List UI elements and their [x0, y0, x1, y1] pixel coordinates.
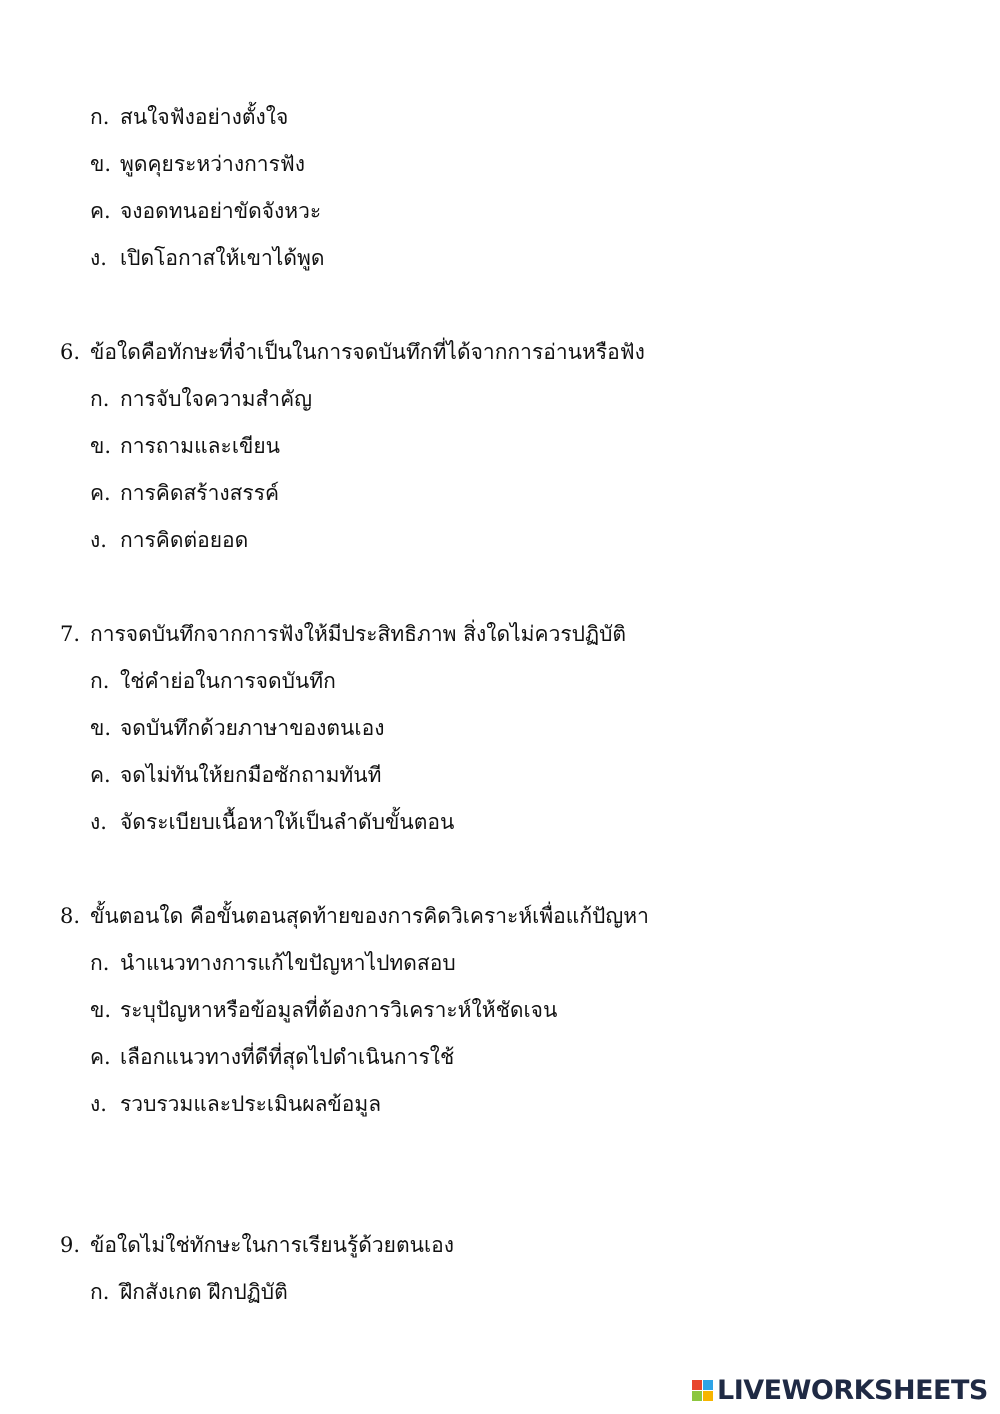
option-text: นำแนวทางการแก้ไขปัญหาไปทดสอบ	[120, 951, 456, 975]
option-label: ก.	[90, 669, 110, 693]
liveworksheets-logo-icon	[692, 1380, 713, 1401]
list-item	[90, 713, 384, 743]
list-item	[90, 1042, 454, 1072]
option-label: ค.	[90, 763, 111, 787]
option-label: ข.	[90, 998, 112, 1022]
question-8	[60, 901, 649, 931]
option-text: จดบันทึกด้วยภาษาของตนเอง	[120, 716, 385, 740]
option-label: ง.	[90, 528, 107, 552]
question-number: 7.	[60, 622, 81, 646]
question-text: ข้อใดไม่ใช่ทักษะในการเรียนรู้ด้วยตนเอง	[90, 1233, 455, 1257]
option-label: ง.	[90, 810, 107, 834]
list-item	[90, 666, 336, 696]
option-text: การคิดต่อยอด	[120, 528, 249, 552]
option-label: ข.	[90, 152, 112, 176]
liveworksheets-logo	[692, 1376, 988, 1404]
option-text: การถามและเขียน	[120, 434, 281, 458]
list-item	[90, 243, 324, 273]
question-number: 6.	[60, 340, 81, 364]
list-item	[90, 102, 288, 132]
question-number: 9.	[60, 1233, 81, 1257]
question-text: การจดบันทึกจากการฟังให้มีประสิทธิภาพ สิ่งใดไม่ควรปฏิบัติ	[90, 622, 627, 646]
option-text: จดไม่ทันให้ยกมือซักถามทันที	[120, 763, 382, 787]
option-text: จัดระเบียบเนื้อหาให้เป็นลำดับขั้นตอน	[120, 810, 455, 834]
question-6	[60, 337, 645, 367]
option-text: เปิดโอกาสให้เขาได้พูด	[120, 246, 325, 270]
option-label: ก.	[90, 105, 110, 129]
option-label: ก.	[90, 387, 110, 411]
option-text: พูดคุยระหว่างการฟัง	[120, 152, 305, 176]
list-item	[90, 525, 248, 555]
list-item	[90, 149, 305, 179]
list-item	[90, 948, 456, 978]
option-text: สนใจฟังอย่างตั้งใจ	[120, 105, 289, 129]
option-label: ก.	[90, 951, 110, 975]
list-item	[90, 995, 557, 1025]
list-item	[90, 431, 280, 461]
list-item	[90, 1277, 288, 1307]
option-label: ค.	[90, 1045, 111, 1069]
list-item	[90, 384, 312, 414]
list-item	[90, 760, 381, 790]
option-text: เลือกแนวทางที่ดีที่สุดไปดำเนินการใช้	[120, 1045, 455, 1069]
brand-name: LIVEWORKSHEETS	[717, 1374, 988, 1406]
option-text: รวบรวมและประเมินผลข้อมูล	[120, 1092, 382, 1116]
option-text: การคิดสร้างสรรค์	[120, 481, 280, 505]
question-text: ขั้นตอนใด คือขั้นตอนสุดท้ายของการคิดวิเคราะห์เพื่อแก้ปัญหา	[90, 904, 649, 928]
list-item	[90, 478, 279, 508]
option-label: ค.	[90, 199, 111, 223]
option-label: ข.	[90, 716, 112, 740]
option-label: ค.	[90, 481, 111, 505]
option-label: ข.	[90, 434, 112, 458]
list-item	[90, 1089, 381, 1119]
option-text: ใช่คำย่อในการจดบันทึก	[120, 669, 336, 693]
option-text: ระบุปัญหาหรือข้อมูลที่ต้องการวิเคราะห์ให้ชัดเจน	[120, 998, 558, 1022]
option-label: ง.	[90, 246, 107, 270]
question-7	[60, 619, 626, 649]
question-number: 8.	[60, 904, 81, 928]
option-label: ง.	[90, 1092, 107, 1116]
question-9	[60, 1230, 454, 1260]
option-text: การจับใจความสำคัญ	[120, 387, 313, 411]
list-item	[90, 807, 454, 837]
option-label: ก.	[90, 1280, 110, 1304]
list-item	[90, 196, 321, 226]
question-text: ข้อใดคือทักษะที่จำเป็นในการจดบันทึกที่ได้จากการอ่านหรือฟัง	[90, 340, 645, 364]
option-text: ฝึกสังเกต ฝึกปฏิบัติ	[120, 1280, 288, 1304]
option-text: จงอดทนอย่าขัดจังหวะ	[120, 199, 322, 223]
